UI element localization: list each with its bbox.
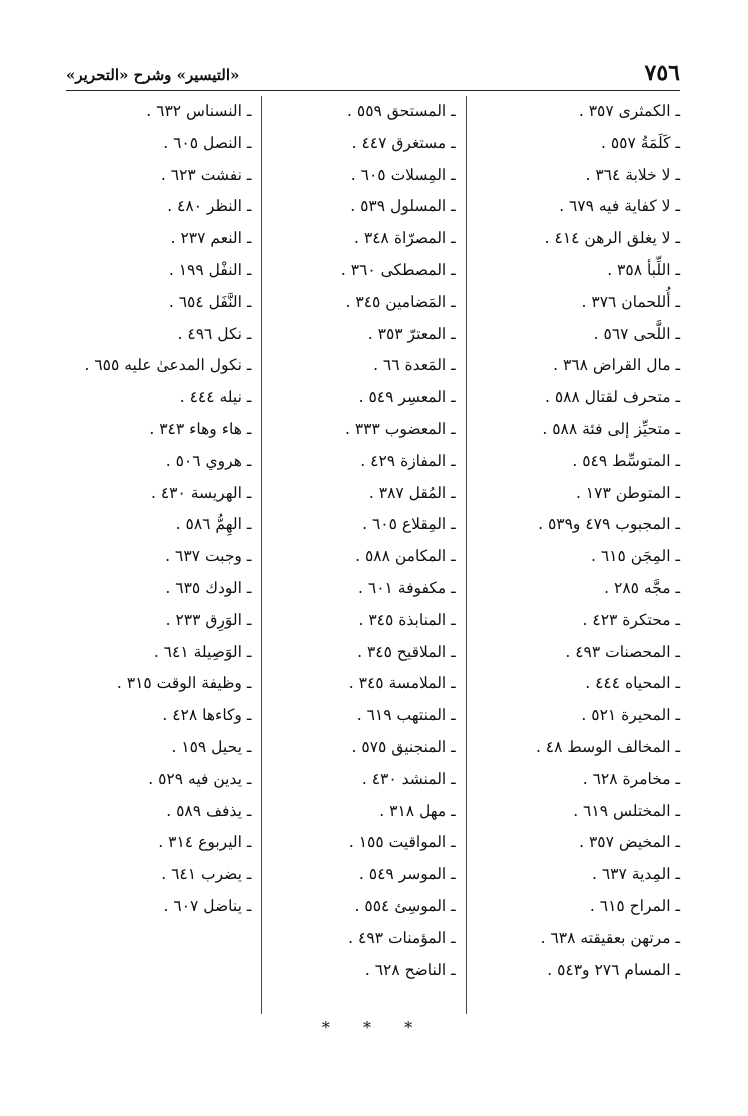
index-entry: ـ المَضامين ٣٤٥ . (345, 292, 456, 311)
index-entry: ـ نيله ٤٤٤ . (179, 388, 252, 407)
index-entry: ـ المستحق ٥٥٩ . (347, 102, 456, 120)
index-list (467, 96, 680, 986)
index-entry: ـ يضرب ٦٤١ . (161, 865, 252, 884)
index-entry: ـ المراح ٦١٥ . (589, 896, 680, 915)
index-entry: ـ المتوطن ١٧٣ . (575, 483, 680, 502)
index-entry: ـ الودك ٦٣٥ . (165, 578, 252, 597)
index-entry: ـ المنشد ٤٣٠ . (361, 769, 456, 788)
index-entry: ـ المكامن ٥٨٨ . (355, 547, 456, 566)
index-entry: ـ يحيل ١٥٩ . (171, 737, 252, 756)
index-columns (66, 96, 680, 1012)
index-entry: ـ لا كفاية فيه ٦٧٩ . (559, 197, 680, 216)
index-entry: ـ الكمثرى ٣٥٧ . (578, 102, 680, 120)
index-entry: ـ المخيض ٣٥٧ . (579, 833, 680, 852)
index-entry: ـ المُقل ٣٨٧ . (368, 483, 456, 502)
index-entry: ـ الوَرِق ٢٣٣ . (165, 610, 252, 629)
index-entry: ـ مكفوفة ٦٠١ . (358, 578, 456, 597)
index-entry: ـ الناضح ٦٢٨ . (364, 960, 456, 979)
index-entry: ـ نكول المدعىٰ عليه ٦٥٥ . (84, 356, 252, 375)
index-entry: ـ النعم ٢٣٧ . (170, 229, 252, 248)
index-entry: ـ المحصنات ٤٩٣ . (565, 642, 680, 661)
index-entry: ـ متحيِّز إلى فئة ٥٨٨ . (542, 419, 680, 438)
index-entry: ـ المَعدة ٦٦ . (373, 356, 456, 375)
index-entry: ـ مرتهن بعقيقته ٦٣٨ . (540, 928, 680, 947)
index-entry: ـ النَّفَل ٦٥٤ . (168, 292, 252, 311)
index-entry: ـ نكل ٤٩٦ . (177, 324, 252, 343)
index-column-2 (262, 96, 465, 1012)
index-entry: ـ كَلَمَةُ ٥٥٧ . (600, 133, 680, 152)
footer-ornament: * * * (321, 1018, 427, 1037)
index-entry: ـ النسناس ٦٣٢ . (146, 102, 252, 120)
index-entry: ـ لا خلابة ٣٦٤ . (585, 165, 680, 184)
index-entry: ـ المعترّ ٣٥٣ . (367, 324, 456, 343)
index-entry: ـ المِقلاع ٦٠٥ . (362, 515, 456, 534)
index-entry: ـ يذفف ٥٨٩ . (166, 801, 252, 820)
index-entry: ـ مخامرة ٦٢٨ . (582, 769, 680, 788)
page-number: ٧٥٦ (644, 60, 680, 86)
page-header (66, 58, 680, 91)
index-entry: ـ النصل ٦٠٥ . (163, 133, 252, 152)
index-entry: ـ الهريسة ٤٣٠ . (150, 483, 252, 502)
index-entry: ـ وكاءها ٤٢٨ . (162, 706, 252, 725)
index-entry: ـ المخالف الوسط ٤٨ . (535, 737, 680, 756)
index-entry: ـ وجبت ٦٣٧ . (165, 547, 252, 566)
index-entry: ـ المنجنيق ٥٧٥ . (351, 737, 456, 756)
index-entry: ـ يدين فيه ٥٢٩ . (148, 769, 252, 788)
index-entry: ـ اليربوع ٣١٤ . (158, 833, 252, 852)
index-entry: ـ المتوسِّط ٥٤٩ . (572, 451, 680, 470)
index-entry: ـ المنابذة ٣٤٥ . (358, 610, 456, 629)
index-entry: ـ المنتهب ٦١٩ . (356, 706, 456, 725)
index-entry: ـ نفشت ٦٢٣ . (160, 165, 252, 184)
index-entry: ـ الهِمُّ ٥٨٦ . (175, 515, 252, 534)
index-entry: ـ مال القراض ٣٦٨ . (553, 356, 680, 375)
index-entry: ـ هاء وهاء ٣٤٣ . (149, 419, 252, 438)
index-column-3 (66, 96, 261, 1012)
index-entry: ـ الوَصِيلة ٦٤١ . (153, 642, 252, 661)
index-entry: ـ محتكرة ٤٢٣ . (582, 610, 680, 629)
index-entry: ـ المجبوب ٤٧٩ و٥٣٩ . (538, 515, 680, 534)
index-entry: ـ الملامسة ٣٤٥ . (348, 674, 456, 693)
index-entry: ـ المحيرة ٥٢١ . (581, 706, 680, 725)
index-list (262, 96, 465, 986)
index-entry: ـ المعضوب ٣٣٣ . (344, 419, 456, 438)
index-entry: ـ المصرّاة ٣٤٨ . (354, 229, 456, 248)
index-entry: ـ الملاقيح ٣٤٥ . (357, 642, 456, 661)
index-entry: ـ اللَّحى ٥٦٧ . (593, 324, 680, 343)
index-entry: ـ المؤمنات ٤٩٣ . (348, 928, 456, 947)
index-entry: ـ يناضل ٦٠٧ . (163, 896, 252, 915)
index-entry: ـ المِجَن ٦١٥ . (590, 547, 680, 566)
index-entry: ـ مجَّه ٢٨٥ . (604, 578, 680, 597)
index-entry: ـ لا يغلق الرهن ٤١٤ . (544, 229, 680, 248)
index-entry: ـ المعسِر ٥٤٩ . (358, 388, 456, 407)
index-entry: ـ النفْل ١٩٩ . (168, 260, 252, 279)
index-entry: ـ المفازة ٤٢٩ . (360, 451, 456, 470)
index-entry: ـ المسلول ٥٣٩ . (350, 197, 456, 216)
index-entry: ـ متحرف لقتال ٥٨٨ . (545, 388, 680, 407)
running-title: «التيسير» وشرح «التحرير» (66, 66, 240, 84)
index-entry: ـ المصطكى ٣٦٠ . (340, 260, 456, 279)
index-entry: ـ المواقيت ١٥٥ . (348, 833, 456, 852)
index-entry: ـ المسام ٢٧٦ و٥٤٣ . (547, 960, 680, 979)
index-entry: ـ اللِّبأ ٣٥٨ . (607, 260, 680, 279)
index-entry: ـ مهل ٣١٨ . (379, 801, 456, 820)
index-entry: ـ الموسِئ ٥٥٤ . (354, 896, 456, 915)
index-entry: ـ مستغرق ٤٤٧ . (351, 133, 456, 152)
index-entry: ـ المِدية ٦٣٧ . (592, 865, 680, 884)
index-list (66, 96, 261, 923)
index-entry: ـ وظيفة الوقت ٣١٥ . (116, 674, 252, 693)
index-entry: ـ المِسلات ٦٠٥ . (350, 165, 456, 184)
index-entry: ـ المحياه ٤٤٤ . (585, 674, 680, 693)
index-column-1 (467, 96, 680, 1012)
index-entry: ـ أُللحمان ٣٧٦ . (581, 292, 680, 311)
index-entry: ـ هروي ٥٠٦ . (165, 451, 252, 470)
index-entry: ـ المختلس ٦١٩ . (573, 801, 680, 820)
index-entry: ـ الموسر ٥٤٩ . (358, 865, 456, 884)
index-entry: ـ النظر ٤٨٠ . (167, 197, 252, 216)
